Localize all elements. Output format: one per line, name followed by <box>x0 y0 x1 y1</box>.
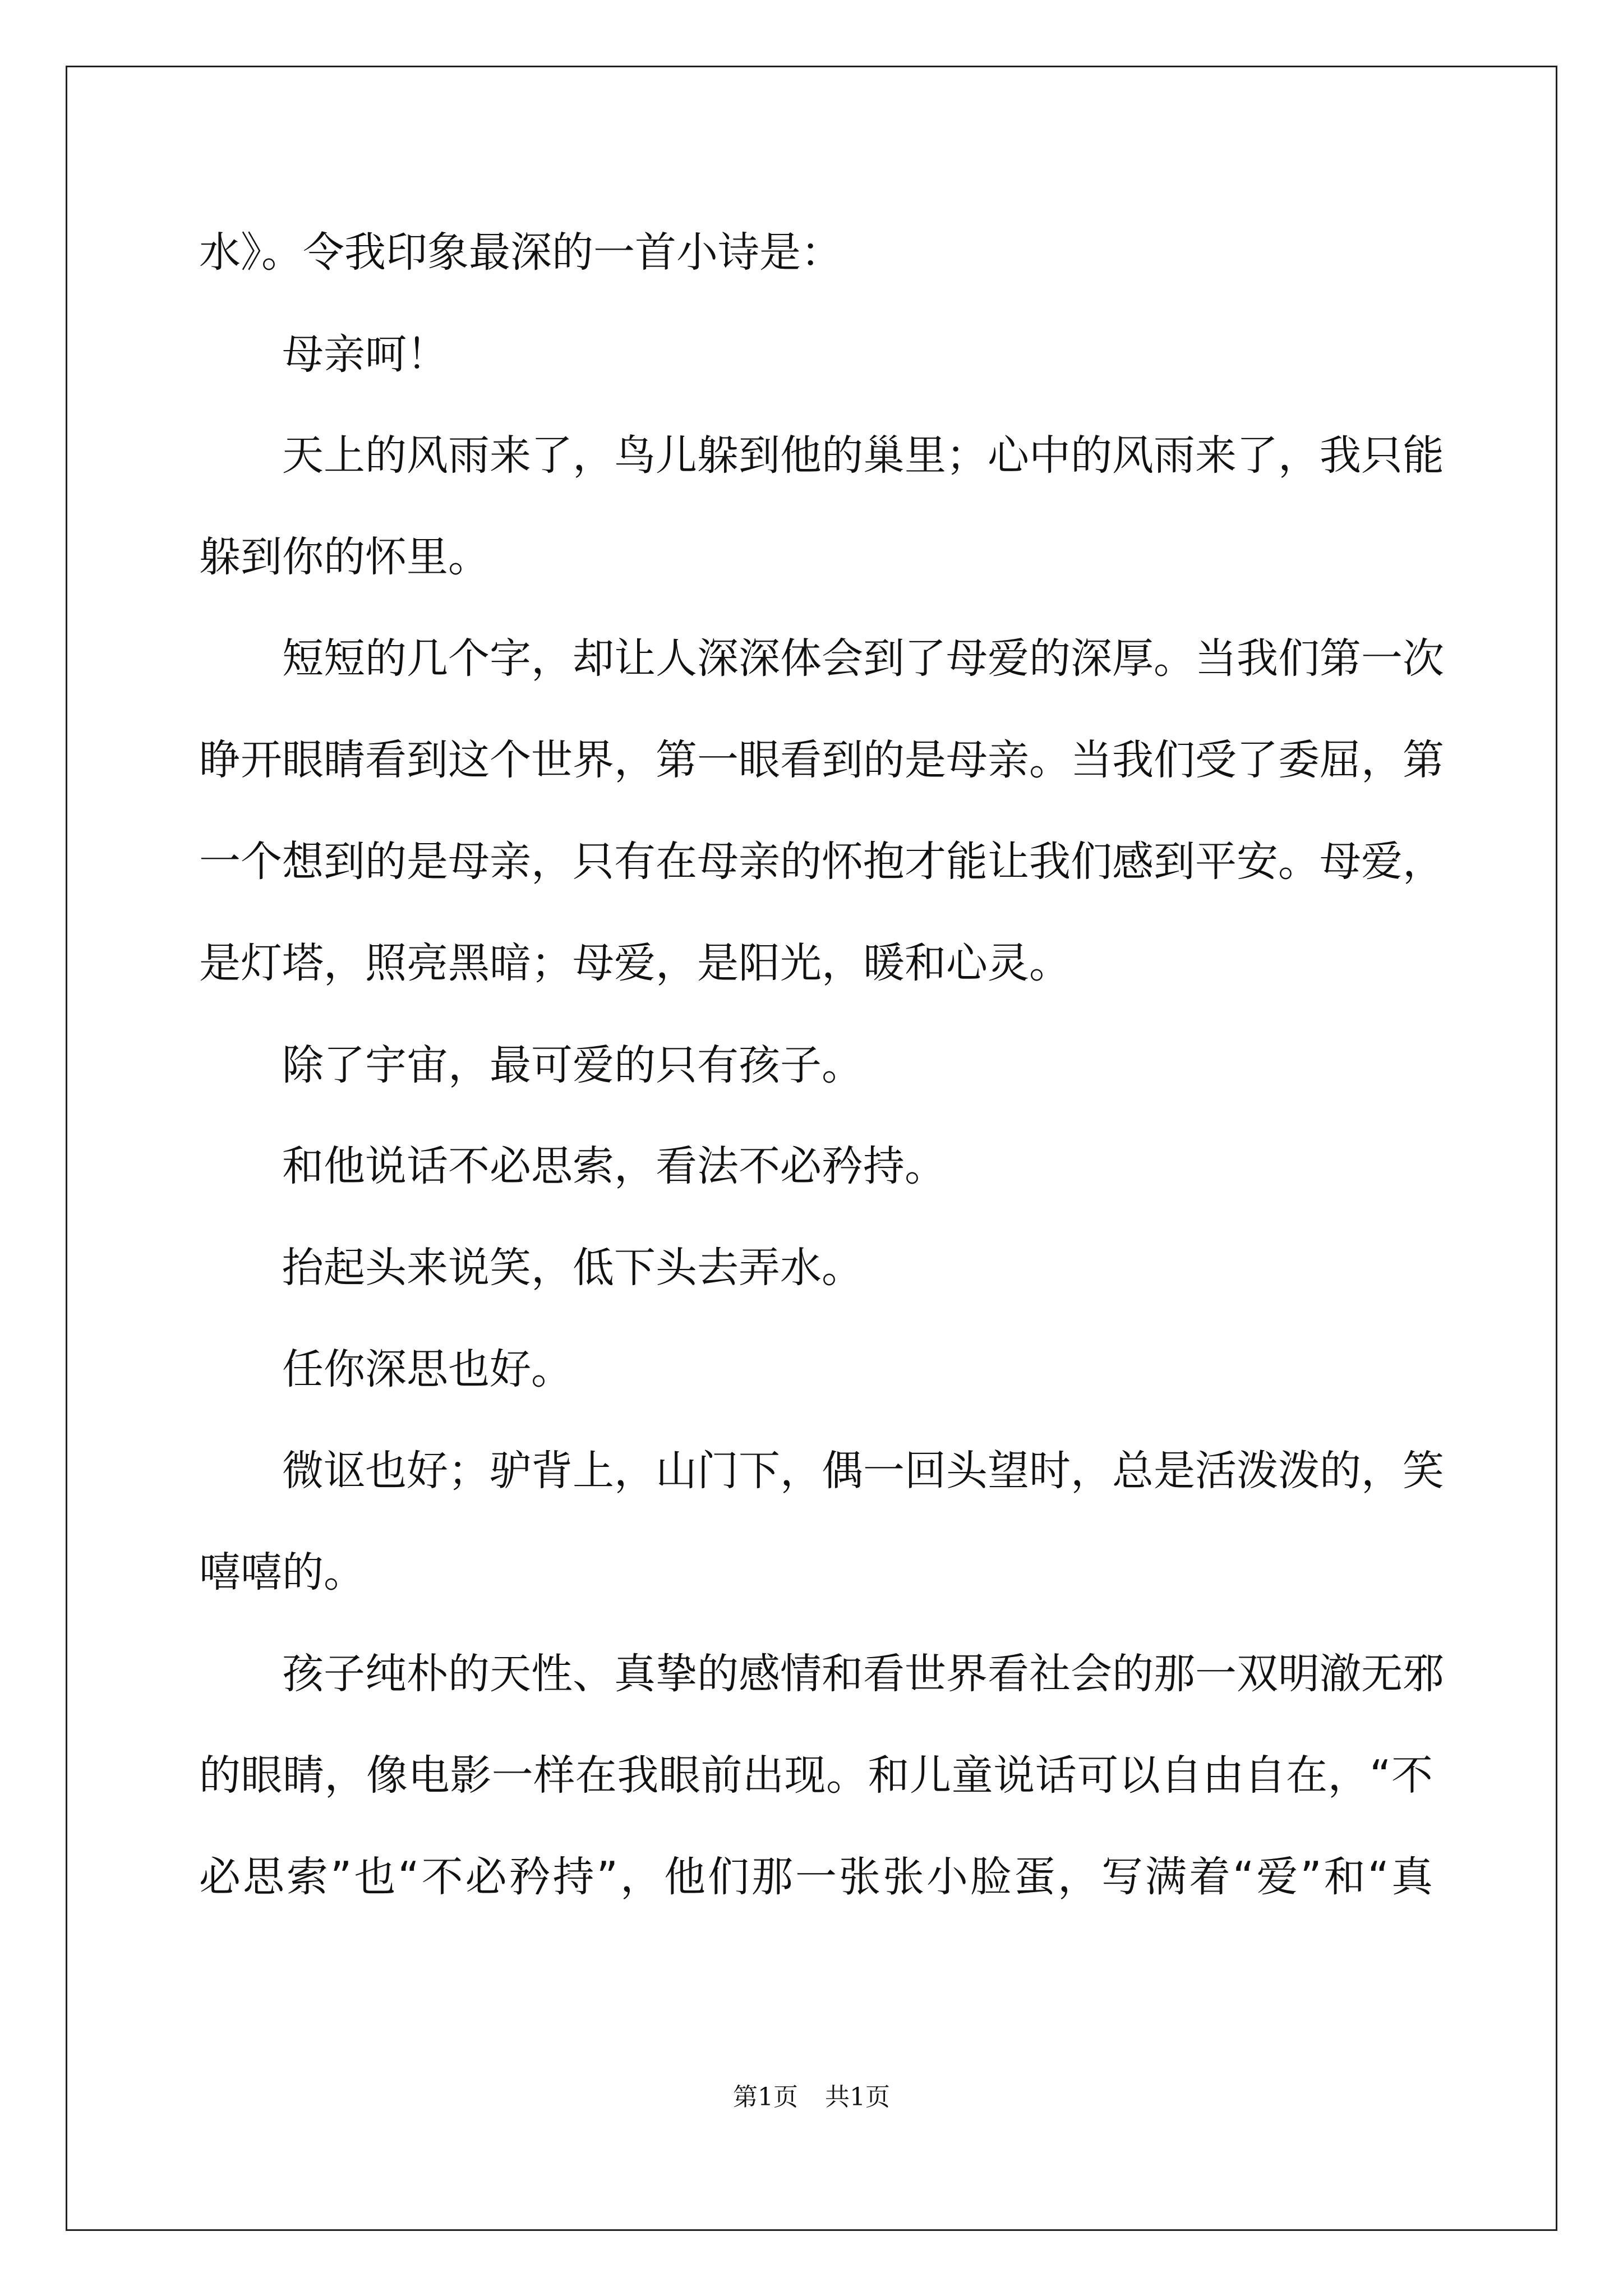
text-line: 除了宇宙，最可爱的只有孩子。 <box>282 1041 863 1089</box>
text-line: 睁开眼睛看到这个世界，第一眼看到的是母亲。当我们受了委屈，第 <box>199 736 1444 784</box>
text-line: 短短的几个字，却让人深深体会到了母爱的深厚。当我们第一次 <box>282 634 1444 683</box>
text-line: 天上的风雨来了，鸟儿躲到他的巢里；心中的风雨来了，我只能 <box>282 431 1444 480</box>
text-line: 水》。令我印象最深的一首小诗是： <box>199 228 842 277</box>
text-line: 微讴也好；驴背上，山门下，偶一回头望时，总是活泼泼的，笑 <box>282 1447 1444 1495</box>
text-line: 孩子纯朴的天性、真挚的感情和看世界看社会的那一双明澈无邪 <box>282 1650 1444 1698</box>
text-line: 嘻嘻的。 <box>199 1548 365 1596</box>
text-line: 的眼睛，像电影一样在我眼前出现。和儿童说话可以自由自在，“不 <box>199 1751 1433 1800</box>
text-line: 躲到你的怀里。 <box>199 533 490 581</box>
text-line: 母亲呵！ <box>282 330 448 379</box>
text-line: 任你深思也好。 <box>282 1345 573 1393</box>
text-line: 一个想到的是母亲，只有在母亲的怀抱才能让我们感到平安。母爱， <box>199 838 1444 886</box>
page-number-total: 共1页 <box>825 2083 890 2111</box>
text-line: 是灯塔，照亮黑暗；母爱，是阳光，暖和心灵。 <box>199 939 1071 987</box>
text-line: 和他说话不必思索，看法不必矜持。 <box>282 1142 946 1190</box>
text-line: 必思索”也“不必矜持”，他们那一张张小脸蛋，写满着“爱”和“真 <box>199 1853 1433 1901</box>
page-footer <box>0 2077 1623 2113</box>
text-line: 抬起头来说笑，低下头去弄水。 <box>282 1244 863 1292</box>
page-number-current: 第1页 <box>733 2083 798 2111</box>
